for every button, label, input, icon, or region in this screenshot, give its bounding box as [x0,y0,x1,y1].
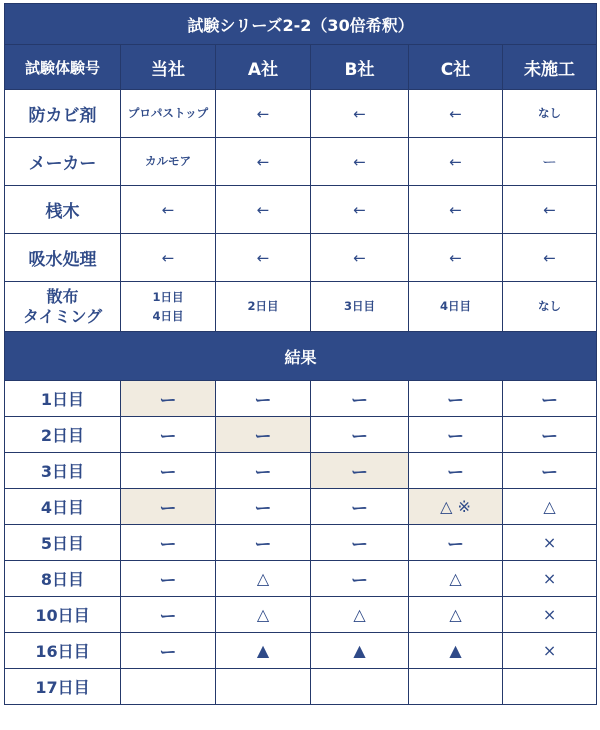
result-cell: ー [409,417,503,453]
result-cell: ー [311,453,409,489]
result-cell: △ [216,597,311,633]
condition-row [5,234,597,282]
result-cell: ー [216,417,311,453]
test-results-table [4,3,597,705]
result-day-label: 16日目 [5,633,121,669]
result-cell: ー [121,561,216,597]
timing-label [5,282,121,332]
result-row [5,669,597,705]
result-title: 結果 [5,332,597,381]
condition-cell: なし [503,90,597,138]
result-row [5,561,597,597]
result-day-label: 3日目 [5,453,121,489]
result-cell: ー [409,525,503,561]
timing-first-line1: 1日目 [152,289,184,304]
condition-row [5,138,597,186]
condition-cell: カルモア [121,138,216,186]
result-cell: ー [311,525,409,561]
condition-cell: ← [311,138,409,186]
result-cell: ー [121,381,216,417]
result-day-label: 17日目 [5,669,121,705]
result-cell: ー [216,489,311,525]
result-cell: △ [503,489,597,525]
result-row [5,633,597,669]
result-cell: △ ※ [409,489,503,525]
timing-row [5,282,597,332]
result-cell: ー [121,525,216,561]
result-cell: △ [409,597,503,633]
result-row [5,597,597,633]
result-cell: ー [121,489,216,525]
result-day-label: 8日目 [5,561,121,597]
result-cell: ー [311,381,409,417]
result-row [5,489,597,525]
result-row [5,417,597,453]
condition-row [5,90,597,138]
result-cell [409,669,503,705]
condition-label: 桟木 [5,186,121,234]
condition-cell: ← [121,186,216,234]
result-cell: × [503,633,597,669]
result-cell [121,669,216,705]
result-day-label: 4日目 [5,489,121,525]
timing-cell: 2日目 [216,282,311,332]
result-row [5,453,597,489]
result-cell: ー [216,453,311,489]
condition-cell: ← [121,234,216,282]
result-cell: ー [311,489,409,525]
result-cell: ー [409,453,503,489]
condition-cell: ← [216,138,311,186]
timing-cell: 3日目 [311,282,409,332]
result-cell: × [503,597,597,633]
result-cell: × [503,525,597,561]
result-cell: ー [503,417,597,453]
result-cell: ー [311,417,409,453]
condition-cell: ← [311,90,409,138]
timing-cell: なし [503,282,597,332]
result-row [5,381,597,417]
condition-cell: ← [311,234,409,282]
result-cell: ー [216,525,311,561]
condition-cell: ← [216,186,311,234]
condition-cell: ← [409,138,503,186]
result-cell [503,669,597,705]
result-cell: ー [503,453,597,489]
result-cell: ー [216,381,311,417]
condition-row [5,186,597,234]
result-cell: ▲ [409,633,503,669]
result-cell [311,669,409,705]
header-company-a: A社 [216,45,311,90]
result-cell: ー [311,561,409,597]
result-day-label: 10日目 [5,597,121,633]
result-cell: ▲ [216,633,311,669]
header-our-company: 当社 [121,45,216,90]
condition-label: メーカー [5,138,121,186]
result-cell: △ [311,597,409,633]
condition-cell: ← [311,186,409,234]
result-cell [216,669,311,705]
result-cell: ー [503,381,597,417]
condition-cell: ← [503,186,597,234]
header-test-number: 試験体験号 [5,45,121,90]
result-cell: ー [121,633,216,669]
timing-label-line2: タイミング [22,306,103,326]
table-title: 試験シリーズ2-2（30倍希釈） [5,4,597,45]
timing-first-line2: 4日目 [152,308,184,323]
condition-cell: ← [216,90,311,138]
condition-label: 吸水処理 [5,234,121,282]
condition-cell: ー [503,138,597,186]
condition-cell: ← [409,90,503,138]
timing-label-line1: 散布 [46,286,79,306]
result-cell: ー [121,453,216,489]
result-cell: △ [216,561,311,597]
result-row [5,525,597,561]
result-cell: △ [409,561,503,597]
timing-cell-our-company [121,282,216,332]
result-cell: ー [121,417,216,453]
result-day-label: 2日目 [5,417,121,453]
condition-cell: ← [409,186,503,234]
result-cell: × [503,561,597,597]
condition-cell: ← [409,234,503,282]
header-untreated: 未施工 [503,45,597,90]
result-cell: ▲ [311,633,409,669]
result-header-row [5,332,597,381]
condition-label: 防カビ剤 [5,90,121,138]
condition-cell: ← [503,234,597,282]
header-company-c: C社 [409,45,503,90]
result-cell: ー [121,597,216,633]
result-day-label: 5日目 [5,525,121,561]
condition-cell: ← [216,234,311,282]
result-day-label: 1日目 [5,381,121,417]
header-company-b: B社 [311,45,409,90]
condition-cell: プロパストップ [121,90,216,138]
timing-cell: 4日目 [409,282,503,332]
header-row [5,45,597,90]
result-cell: ー [409,381,503,417]
